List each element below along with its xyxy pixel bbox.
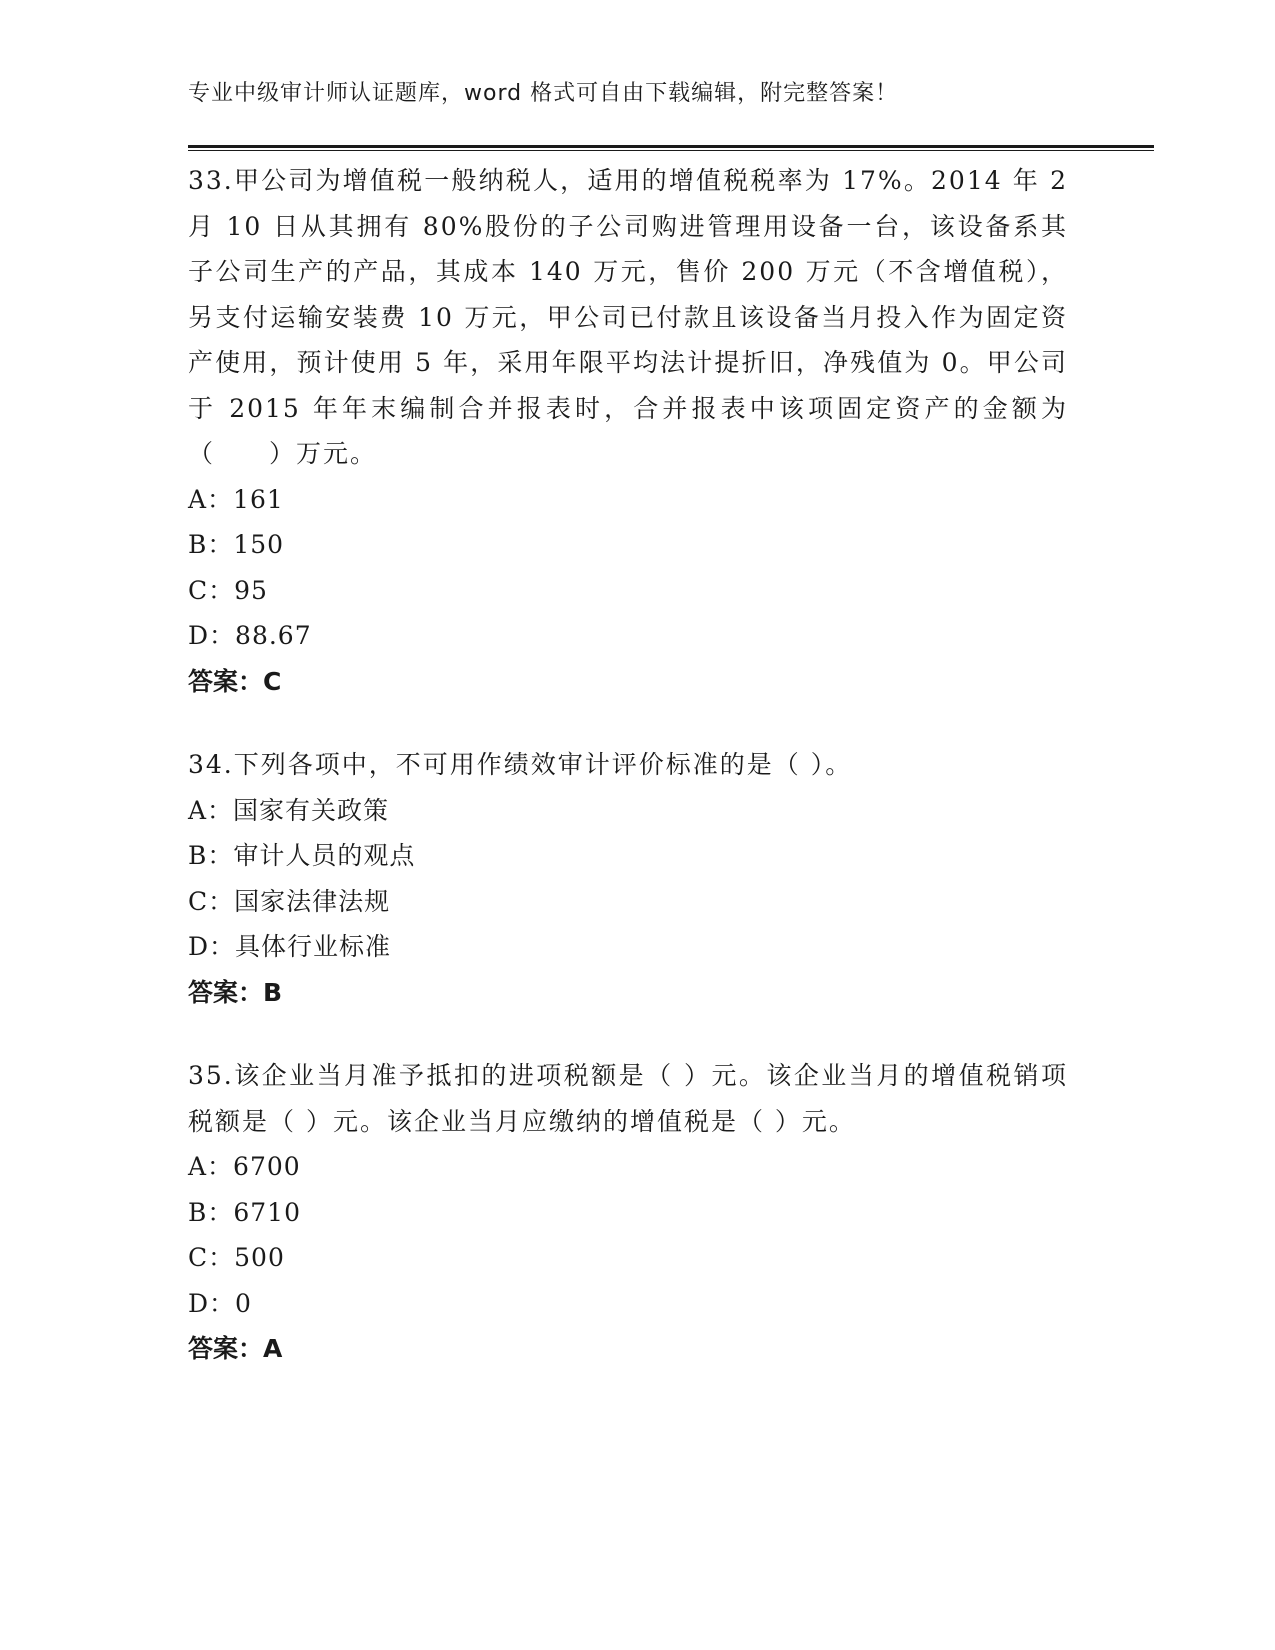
- option-d: D：具体行业标准: [188, 932, 392, 961]
- question-list: [188, 158, 1068, 1410]
- question-text: 35.该企业当月准予抵扣的进项税额是（ ）元。该企业当月的增值税销项税额是（ ）元。该企业当月应缴纳的增值税是（ ）元。: [188, 1061, 1068, 1136]
- option-a: A：6700: [188, 1152, 301, 1181]
- option-a: A：国家有关政策: [188, 795, 390, 825]
- question-text: 33.甲公司为增值税一般纳税人，适用的增值税税率为 17%。2014 年 2 月 10 日从其拥有 80%股份的子公司购进管理用设备一台，该设备系其子公司生产的产品，其成本 140 万元，售价 200 万元（不含增值税），另支付运输安装费 10 万元，甲公司已付款且该设备当月投入作为固定资产使用，预计使用 5 年，采用年限平均法计提折旧，净残值为 0。甲公司于 2015 年年末编制合并报表时，合并报表中该项固定资产的金额为（ ）万元。: [188, 166, 1068, 468]
- question-text: 34.下列各项中，不可用作绩效审计评价标准的是（ ）。: [188, 750, 853, 779]
- question-33: [188, 158, 1068, 704]
- option-b: B：6710: [188, 1197, 301, 1227]
- header-divider: [188, 145, 1154, 151]
- option-d: D：88.67: [188, 621, 312, 650]
- answer-line: 答案：C: [188, 666, 282, 696]
- option-c: C：95: [188, 575, 268, 605]
- option-a: A：161: [188, 484, 284, 514]
- option-d: D：0: [188, 1288, 252, 1318]
- option-b: B：审计人员的观点: [188, 841, 416, 870]
- answer-line: 答案：B: [188, 977, 283, 1007]
- option-c: C：500: [188, 1243, 285, 1272]
- question-34: [188, 742, 1068, 1015]
- question-35: [188, 1053, 1068, 1372]
- option-c: C：国家法律法规: [188, 886, 391, 916]
- answer-line: 答案：A: [188, 1334, 283, 1363]
- option-b: B：150: [188, 530, 285, 559]
- page-header: 专业中级审计师认证题库，word 格式可自由下载编辑，附完整答案！: [188, 81, 899, 106]
